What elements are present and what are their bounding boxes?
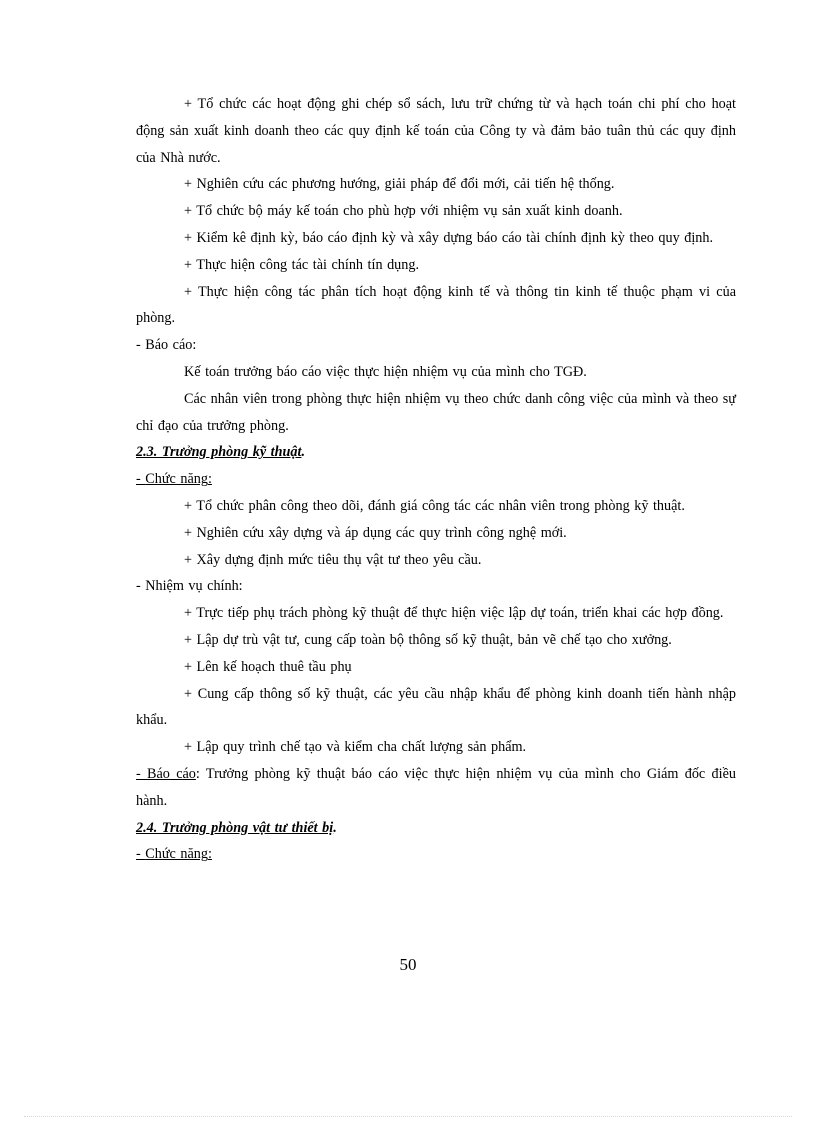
section-heading-technical-punct: . — [301, 444, 305, 461]
function-label-colon: : — [207, 471, 212, 488]
function-label-materials-colon: : — [207, 846, 212, 863]
function-label-materials — [136, 841, 736, 868]
section-heading-materials — [136, 815, 736, 842]
function-label-technical — [136, 466, 736, 493]
paragraph-hire-boats: + Lên kế hoạch thuê tầu phụ — [184, 658, 352, 675]
paragraph-credit: + Thực hiện công tác tài chính tín dụng. — [184, 256, 420, 273]
page-number: 50 — [399, 955, 417, 974]
paragraph-chief-accountant-report: Kế toán trưởng báo cáo việc thực hiện nhiệm vụ của mình cho TGĐ. — [184, 363, 587, 380]
document-body — [136, 91, 736, 868]
paragraph-research: + Nghiên cứu các phương hướng, giải pháp để đổi mới, cải tiến hệ thống. — [184, 176, 615, 193]
paragraph-new-processes: + Nghiên cứu xây dựng và áp dụng các quy trình công nghệ mới. — [184, 524, 567, 541]
paragraph-technical-report — [136, 761, 736, 815]
function-label-text: Chức năng — [145, 471, 208, 488]
paragraph-economic-analysis: + Thực hiện công tác phân tích hoạt động kinh tế và thông tin kinh tế thuộc phạm vi của phòng. — [136, 283, 736, 327]
paragraph-staff-report: Các nhân viên trong phòng thực hiện nhiệm vụ theo chức danh công việc của mình và theo sự chỉ đạo của trưởng phòng. — [136, 390, 736, 434]
paragraph-inventory-reporting: + Kiểm kê định kỳ, báo cáo định kỳ và xây dựng báo cáo tài chính định kỳ theo quy định. — [184, 229, 713, 246]
section-heading-materials-text: 2.4. Trưởng phòng vật tư thiết bị — [136, 819, 334, 836]
paragraph-organize-accounting: + Tổ chức bộ máy kế toán cho phù hợp với nhiệm vụ sản xuất kinh doanh. — [184, 203, 623, 220]
section-heading-technical — [136, 439, 736, 466]
function-label-materials-prefix: - — [136, 846, 146, 863]
paragraph-main-duties-label: - Nhiệm vụ chính: — [136, 578, 243, 595]
function-label-materials-text: Chức năng — [145, 846, 208, 863]
paragraph-import-specs: + Cung cấp thông số kỹ thuật, các yêu cầu nhập khẩu để phòng kinh doanh tiến hành nhập khẩu. — [136, 685, 736, 729]
paragraph-material-estimate: + Lập dự trù vật tư, cung cấp toàn bộ thông số kỹ thuật, bản vẽ chế tạo cho xưởng. — [184, 631, 672, 648]
report-text: : Trưởng phòng kỹ thuật báo cáo việc thực hiện nhiệm vụ của mình cho Giám đốc điều hành. — [136, 765, 736, 809]
paragraph-direct-charge: + Trực tiếp phụ trách phòng kỹ thuật để thực hiện việc lập dự toán, triển khai các hợp đồng. — [184, 605, 724, 622]
paragraph-accounting-records: + Tổ chức các hoạt động ghi chép sổ sách, lưu trữ chứng từ và hạch toán chi phí cho hoạt động sản xuất kinh doanh theo các quy định kế toán của Công ty và đảm bảo tuân thủ các quy định của Nhà nước. — [136, 96, 736, 166]
paragraph-material-norms: + Xây dựng định mức tiêu thụ vật tư theo yêu cầu. — [184, 551, 482, 568]
function-label-prefix: - — [136, 471, 146, 488]
section-heading-materials-punct: . — [333, 819, 337, 836]
report-label: - Báo cáo — [136, 765, 196, 782]
paragraph-assign-staff: + Tổ chức phân công theo dõi, đánh giá công tác các nhân viên trong phòng kỹ thuật. — [184, 497, 685, 514]
section-heading-technical-text: 2.3. Trưởng phòng kỹ thuật — [136, 444, 302, 461]
paragraph-quality-control: + Lập quy trình chế tạo và kiểm cha chất lượng sản phẩm. — [184, 739, 527, 756]
paragraph-report-label: - Báo cáo: — [136, 337, 197, 354]
footer-divider — [24, 1116, 792, 1117]
